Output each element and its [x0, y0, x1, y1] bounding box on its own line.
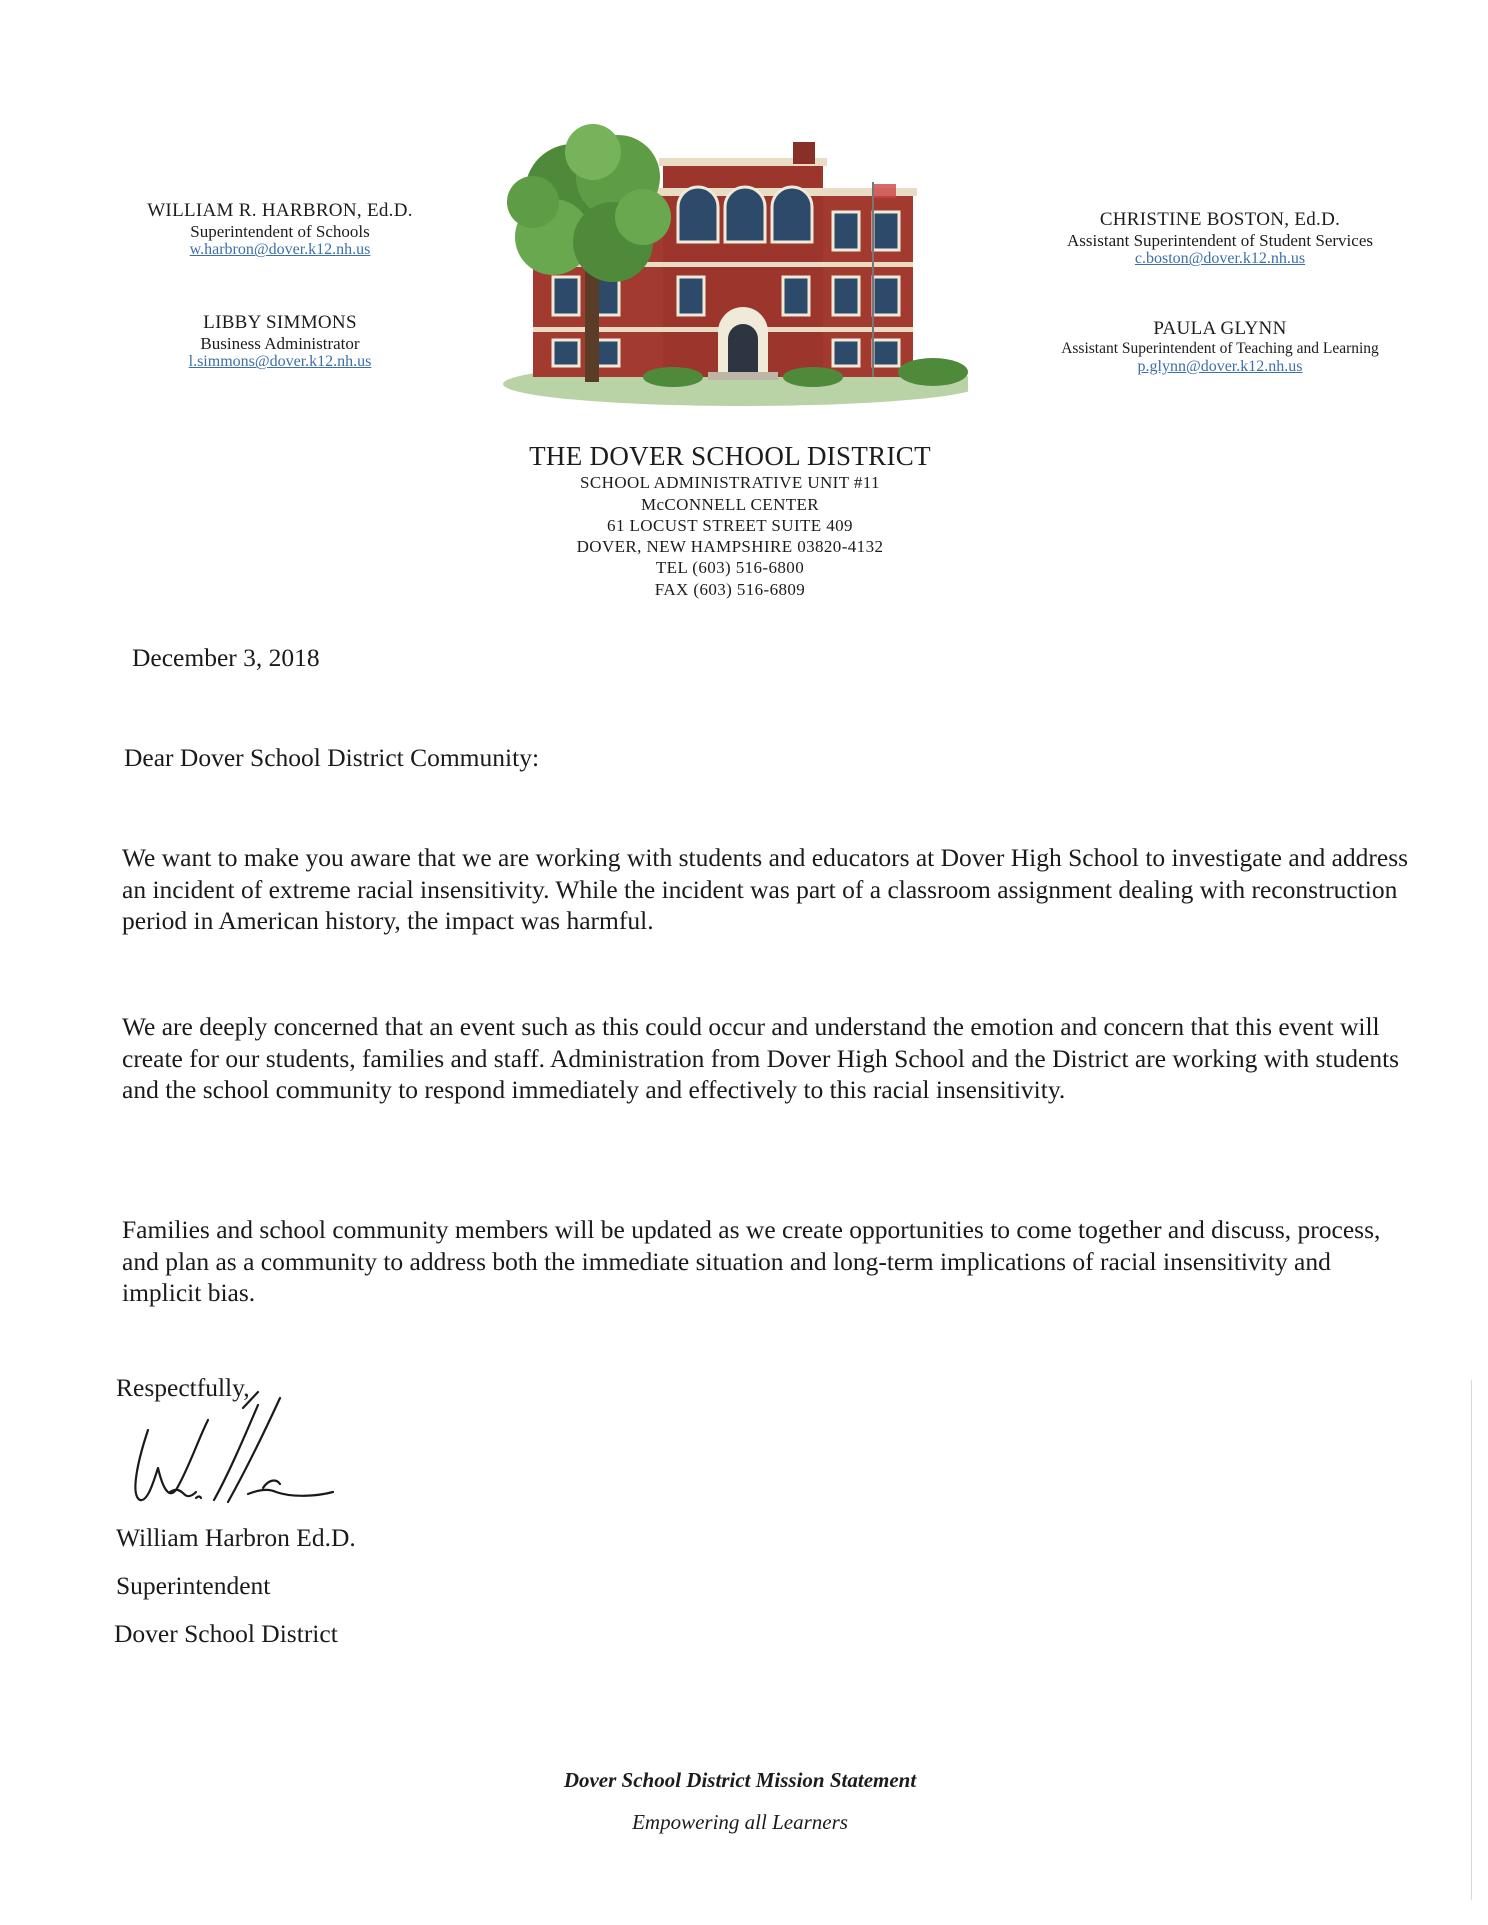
signer-title: Superintendent [116, 1571, 271, 1600]
district-address-line: SCHOOL ADMINISTRATIVE UNIT #11 [580, 473, 880, 493]
letter-date: December 3, 2018 [132, 643, 320, 672]
contact-name: LIBBY SIMMONS [203, 312, 357, 333]
contact-email-link[interactable]: p.glynn@dover.k12.nh.us [1137, 357, 1303, 375]
contact-title: Assistant Superintendent of Student Services [1067, 230, 1373, 250]
district-fax: FAX (603) 516-6809 [654, 579, 806, 599]
letter-paragraph: We are deeply concerned that an event such as this could occur and understand the emotion and concern that this event will create for our students, families and staff. Administration from Dover High School and the District are working with students and the school community to respond immediately and effectively to this racial insensitivity. [122, 1012, 1400, 1104]
contact-simmons [110, 312, 450, 372]
signer-organization: Dover School District [114, 1619, 338, 1648]
mission-statement-heading: Dover School District Mission Statement [563, 1768, 917, 1792]
contact-name: PAULA GLYNN [1153, 318, 1287, 339]
district-address-block [470, 440, 990, 600]
letter-salutation: Dear Dover School District Community: [124, 743, 540, 772]
district-address-line: DOVER, NEW HAMPSHIRE 03820-4132 [576, 537, 884, 557]
signer-name: William Harbron Ed.D. [116, 1523, 356, 1552]
contact-title: Assistant Superintendent of Teaching and Learning [1061, 339, 1379, 357]
district-name: THE DOVER SCHOOL DISTRICT [529, 441, 931, 471]
contact-boston [1020, 209, 1420, 269]
contact-title: Superintendent of Schools [190, 221, 370, 241]
contact-email-link[interactable]: l.simmons@dover.k12.nh.us [188, 353, 372, 371]
contact-email-link[interactable]: w.harbron@dover.k12.nh.us [189, 241, 371, 259]
school-building-illustration [493, 122, 968, 407]
contact-title: Business Administrator [200, 333, 360, 353]
contact-glynn [1020, 318, 1420, 376]
scan-edge-line [1471, 1380, 1472, 1900]
letter-paragraph: We want to make you aware that we are working with students and educators at Dover High School to investigate and address an incident of extreme racial insensitivity. While the incident was part of a classroom assignment dealing with reconstruction period in American history, the impact was harmful. [122, 843, 1409, 935]
letter-closing: Respectfully, [116, 1373, 250, 1402]
contact-email-link[interactable]: c.boston@dover.k12.nh.us [1134, 250, 1306, 268]
district-phone: TEL (603) 516-6800 [655, 558, 805, 578]
district-address-line: McCONNELL CENTER [640, 494, 820, 514]
district-address-line: 61 LOCUST STREET SUITE 409 [607, 515, 853, 535]
mission-statement-text: Empowering all Learners [632, 1810, 848, 1834]
contact-name: WILLIAM R. HARBRON, Ed.D. [147, 200, 413, 221]
contact-name: CHRISTINE BOSTON, Ed.D. [1099, 209, 1341, 230]
contact-harbron [110, 200, 450, 260]
handwritten-signature [118, 1380, 338, 1520]
letter-paragraph: Families and school community members will be updated as we create opportunities to come together and discuss, process, and plan as a community to address both the immediate situation and long-term implications of racial insensitivity and implicit bias. [122, 1215, 1381, 1307]
